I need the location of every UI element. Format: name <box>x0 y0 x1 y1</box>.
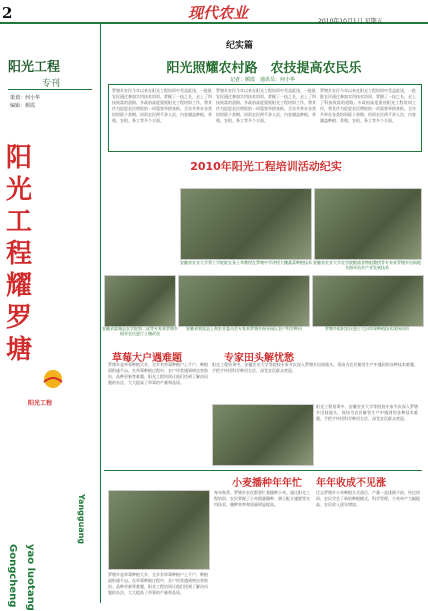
article2-headline: 草莓大户遇难题 <box>112 353 182 364</box>
article1-col-3: 罗塘乡农民今年以来在阳光工程培训中受益匪浅，一批批农民通过参加实用技术培训，掌握了一技之长，走上了科技致富的道路。乡政府高度重视阳光工程培训工作，将其作为促进农民增收的一项重要举措来抓。全年共举办各类培训班十余期，培训农民两千余人次，内容涵盖种植、养殖、农机、务工等多个方面。 <box>320 88 416 123</box>
photo-lecture <box>180 188 312 260</box>
masthead: 现代农业 <box>187 4 248 22</box>
sidebar-title: 阳光工程 <box>8 60 61 75</box>
sun-logo-icon <box>38 364 68 394</box>
sidebar-editor: 策划：何小华 <box>10 95 41 101</box>
article1-byline: 记者：颜霞 通讯员：何小华 <box>230 77 296 83</box>
article3-body: 阳光工程培训中，安徽农业大学等院校专家多次深入罗塘乡田间地头，现场为农民解答生产中遇到的各种技术难题，手把手传授科学种田方法，深受农民群众欢迎。 <box>212 362 418 373</box>
photo-field-experts <box>314 188 422 260</box>
article1-headline: 阳光照耀农村路 农技提高农民乐 <box>166 61 362 76</box>
article2-body: 罗塘乡是草莓种植大乡，全乡有草莓种植户上千户，种植面积逾千亩。在草莓种植过程中，农户经常遇到病虫害防治、品种更新等难题，阳光工程培训让他们找到了解决问题的办法，大大提高了草莓的产量和品质。 <box>108 362 208 385</box>
pinyin-yangguang: Yangguang <box>77 494 86 545</box>
article4-body: 每年秋季，罗塘乡农民都要忙着播种小麦。通过阳光工程培训，农民掌握了小麦精量播种、测土配方施肥等实用技术，播种效率和质量明显提高。 <box>214 490 310 507</box>
article1-col-1: 罗塘乡农民今年以来在阳光工程培训中受益匪浅，一批批农民通过参加实用技术培训，掌握了一技之长，走上了科技致富的道路。乡政府高度重视阳光工程培训工作，将其作为促进农民增收的一项重要举措来抓。全年共举办各类培训班十余期，培训农民两千余人次，内容涵盖种植、养殖、农机、务工等多个方面。 <box>112 88 212 123</box>
article5-headline: 年年收成不见涨 <box>316 478 386 489</box>
photo-field-guidance <box>212 404 314 466</box>
photo-soil <box>104 275 176 327</box>
photo-meeting-room <box>108 490 210 570</box>
sun-logo <box>38 364 68 394</box>
sidebar-subtitle: 专刊 <box>42 79 61 89</box>
photo-classroom-caption: 安徽省黄泥县上海农业委员会专家来罗塘乡指导园区农户科学种田 <box>186 326 302 331</box>
date: 2010年10月1日 星期五 <box>318 18 383 25</box>
section-tag: 纪实篇 <box>226 41 254 51</box>
lower-divider <box>104 470 422 471</box>
article1-col-2: 罗塘乡农民今年以来在阳光工程培训中受益匪浅，一批批农民通过参加实用技术培训，掌握了一技之长，走上了科技致富的道路。乡政府高度重视阳光工程培训工作，将其作为促进农民增收的一项重要举措来抓。全年共举办各类培训班十余期，培训农民两千余人次，内容涵盖种植、养殖、农机、务工等多个方面。 <box>216 88 316 123</box>
banner: 2010年阳光工程培训活动纪实 <box>190 160 342 173</box>
article5-body: 过去罗塘乡小麦种植方式落后，产量一直徘徊不前。经过培训，农民学会了新的种植模式，科学管理，小麦单产大幅提高，农民收入逐年增加。 <box>316 490 420 507</box>
logo-text: 阳光工程 <box>28 400 53 407</box>
sidebar-big-title: 阳光工程耀罗塘 <box>6 143 33 365</box>
page-number: 2 <box>2 4 13 22</box>
photo-classroom <box>178 275 310 327</box>
pinyin-gongcheng: Gongcheng <box>7 544 18 608</box>
article3-headline: 专家田头解忧愁 <box>224 353 294 364</box>
photo-strawberry-field <box>312 275 424 327</box>
photo-strawberry-caption: 罗塘乡组织农民进行大田草莓种植技术现场培训 <box>325 326 409 331</box>
sidebar-vertical-rule <box>100 24 101 603</box>
sidebar-assistant: 编辑：颜霞 <box>10 103 36 109</box>
sidebar-divider <box>8 89 92 90</box>
photo-lecture-caption: 安徽省农业大学将工学院院长张士华教授在罗塘中学讲授大棚蔬菜种植技术 <box>180 260 312 265</box>
sidebar <box>0 24 100 611</box>
article2-body-2: 罗塘乡是草莓种植大乡，全乡有草莓种植户上千户，种植面积逾千亩。在草莓种植过程中，农户经常遇到病虫害防治、品种更新等难题，阳光工程培训让他们找到了解决问题的办法，大大提高了草莓的产量和品质。 <box>108 572 208 595</box>
photo-soil-caption: 安徽省蒙城县农学院郭二虎等专家来罗塘乡指导农民进行土壤改良 <box>102 326 178 336</box>
article4-headline: 小麦播种年年忙 <box>232 478 302 489</box>
article3-body-2: 阳光工程培训中，安徽农业大学等院校专家多次深入罗塘乡田间地头，现场为农民解答生产中遇到的各种技术难题，手把手传授科学种田方法，深受农民群众欢迎。 <box>316 404 418 421</box>
photo-field-experts-caption: 安徽省农业大学农学院粮油食物组教授等专家来罗塘乡田间地头指导苗木产业发展技术 <box>313 260 421 270</box>
pinyin-yao-luotang: yao luotang <box>25 544 36 611</box>
